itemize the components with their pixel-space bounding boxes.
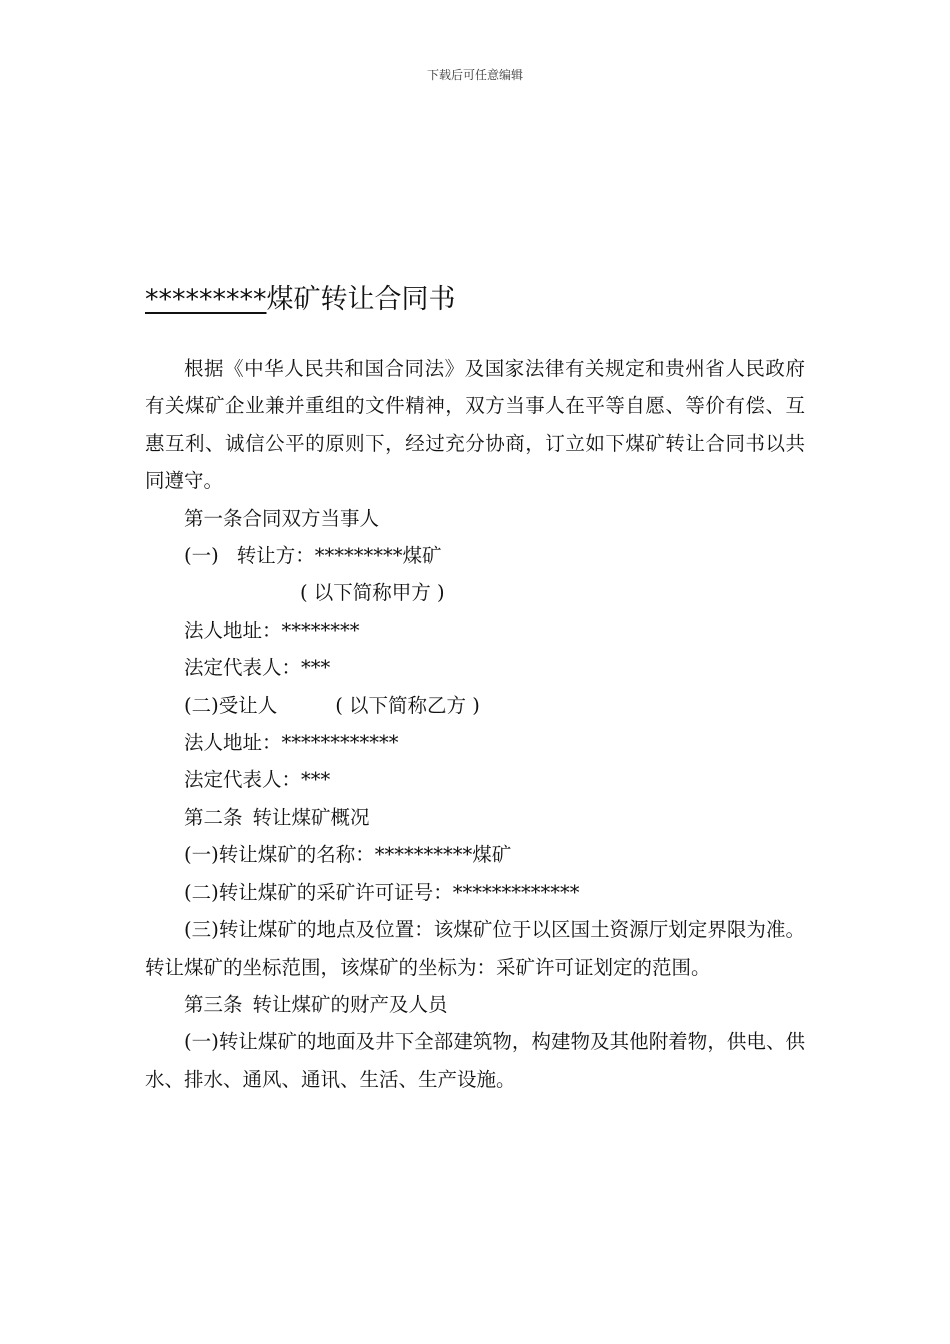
article3-heading [145, 986, 805, 1023]
transferee-alias: ( 以下简称乙方 ) [335, 693, 480, 717]
transferee-representative: 法定代表人：*** [184, 768, 331, 792]
article2-item2: (二)转让煤矿的采矿许可证号：************* [184, 880, 580, 904]
title-text: 煤矿转让合同书 [266, 284, 456, 315]
article2-title: 转让煤矿概况 [252, 805, 370, 829]
transferor-representative: 法定代表人：*** [184, 656, 331, 680]
transferor-text: 转让方：*********煤矿 [236, 544, 442, 568]
transferee-address: 法人地址：************ [184, 731, 399, 755]
transferee-label: (二)受让人 [184, 693, 278, 717]
article1-heading: 第一条合同双方当事人 [184, 506, 380, 530]
article2-item3: (三)转让煤矿的地点及位置：该煤矿位于以区国土资源厅划定界限为准。转让煤矿的坐标范围，该煤矿的坐标为：采矿许可证划定的范围。 [145, 918, 805, 979]
transferee-line [145, 687, 805, 724]
document-title [145, 282, 456, 318]
article2-heading [145, 799, 805, 836]
transferor-alias: ( 以下简称甲方 ) [300, 581, 445, 605]
document-body [145, 350, 805, 1098]
transferor-label: (一) [184, 544, 219, 568]
intro-paragraph: 根据《中华人民共和国合同法》及国家法律有关规定和贵州省人民政府有关煤矿企业兼并重组的文件精神，双方当事人在平等自愿、等价有偿、互惠互利、诚信公平的原则下，经过充分协商，订立如下煤矿转让合同书以共同遵守。 [145, 357, 805, 493]
transferor-line [145, 537, 805, 574]
article3-item1: (一)转让煤矿的地面及井下全部建筑物，构建物及其他附着物，供电、供水、排水、通风、通讯、生活、生产设施。 [145, 1030, 805, 1091]
page-header-note: 下载后可任意编辑 [426, 68, 523, 82]
transferor-address: 法人地址：******** [184, 618, 360, 642]
title-placeholder-stars: ********* [145, 284, 267, 315]
article2-number: 第二条 [184, 805, 243, 829]
article3-number: 第三条 [184, 992, 243, 1016]
article2-item1: (一)转让煤矿的名称：**********煤矿 [184, 843, 512, 867]
article3-title: 转让煤矿的财产及人员 [252, 992, 448, 1016]
